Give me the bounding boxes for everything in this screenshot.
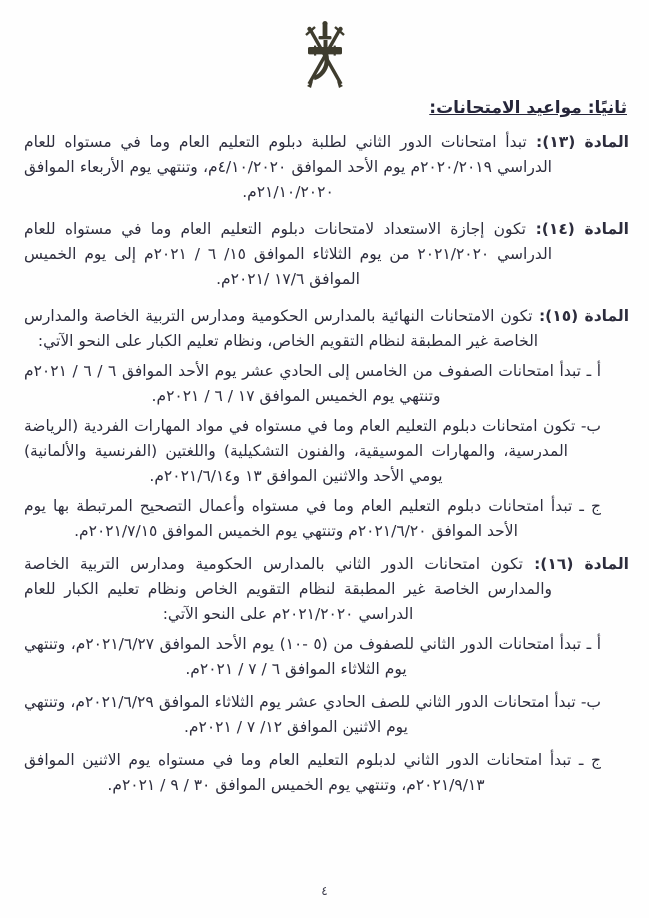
article-16-item-c [24,748,601,798]
oman-emblem-icon [296,20,354,94]
article-15-item-a-label: أ ـ [586,362,601,380]
article-14-text: تكون إجازة الاستعداد لامتحانات دبلوم التعليم العام وما في مستواه للعام الدراسي ٢٠٢١/٢٠٢٠ من يوم الثلاثاء الموافق ١٥/ ٦ / ٢٠٢١م إلى يوم الخميس الموافق ١٧/٦ /٢٠٢١م. [24,220,553,288]
article-15-text: تكون الامتحانات النهائية بالمدارس الحكومية ومدارس التربية الخاصة والمدارس الخاصة غير المطبقة لنظام التقويم الخاص، ونظام تعليم الكبار على النحو الآتي: [24,307,539,350]
article-13-label: المادة (١٣): [536,133,629,151]
article-16-paragraph [24,552,629,627]
article-16-item-a [24,632,601,682]
document-body [24,130,629,798]
article-15-item-b-label: ب- [580,417,601,435]
article-14-label: المادة (١٤): [535,220,629,238]
article-15-item-c-text: تبدأ امتحانات دبلوم التعليم العام وما في مستواه وأعمال التصحيح المرتبطة بها يوم الأحد الموافق ٢٠٢١/٦/٢٠م وتنتهي يوم الخميس الموافق ٢٠٢١/٧/١٥م. [24,497,573,540]
article-13-paragraph [24,130,629,205]
article-16-item-c-text: تبدأ امتحانات الدور الثاني لدبلوم التعليم العام وما في مستواه يوم الاثنين الموافق ٢٠٢١/٩/١٣م، وتنتهي يوم الخميس الموافق ٣٠ / ٩ / ٢٠٢١م. [24,751,572,794]
page-number: ٤ [321,884,328,898]
article-14-paragraph [24,217,629,292]
article-15-item-c-label: ج ـ [579,497,601,515]
article-15-item-a-text: تبدأ امتحانات الصفوف من الخامس إلى الحادي عشر يوم الأحد الموافق ٦ / ٦ / ٢٠٢١م وتنتهي يوم الخميس الموافق ١٧ / ٦ / ٢٠٢١م. [24,362,581,405]
article-13-text: تبدأ امتحانات الدور الثاني لطلبة دبلوم التعليم العام وما في مستواه للعام الدراسي ٢٠٢٠/٢٠١٩م يوم الأحد الموافق ٤/١٠/٢٠٢٠م، وتنتهي يوم الأربعاء الموافق ٢١/١٠/٢٠٢٠م. [24,133,552,201]
article-16-item-c-label: ج ـ [578,751,601,769]
article-16-item-b-label: ب- [580,693,601,711]
article-15-item-c [24,494,601,544]
article-16-label: المادة (١٦): [534,555,629,573]
article-16-item-b-text: تبدأ امتحانات الدور الثاني للصف الحادي عشر يوم الثلاثاء الموافق ٢٠٢١/٦/٢٩م، وتنتهي يوم الاثنين الموافق ١٢/ ٧ / ٢٠٢١م. [24,693,576,736]
article-15-label: المادة (١٥): [538,307,630,325]
article-15-paragraph [24,304,629,354]
article-15-item-b [24,414,601,489]
article-16-text: تكون امتحانات الدور الثاني بالمدارس الحكومية ومدارس التربية الخاصة والمدارس الخاصة غير المطبقة لنظام التقويم الخاص ونظام تعليم الكبار للعام الدراسي ٢٠٢١/٢٠٢٠م على النحو الآتي: [24,555,552,623]
article-15-item-a [24,359,601,409]
article-16-item-a-label: أ ـ [586,635,602,653]
article-16-item-a-text: تبدأ امتحانات الدور الثاني للصفوف من (٥ -١٠) يوم الأحد الموافق ٢٠٢١/٦/٢٧م، وتنتهي يوم الثلاثاء الموافق ٦ / ٧ / ٢٠٢١م. [24,635,582,678]
section-heading: ثانيًا: مواعيد الامتحانات: [429,98,627,118]
article-15-item-b-text: تكون امتحانات دبلوم التعليم العام وما في مستواه في مواد المهارات الفردية (الرياضة المدرسية، والمهارات الموسيقية، والفنون التشكيلية) واللغتين (الفرنسية والألمانية) يومي الأحد والاثنين الموافق ١٣ و٢٠٢١/٦/١٤م. [24,417,576,485]
article-16-item-b [24,690,601,740]
